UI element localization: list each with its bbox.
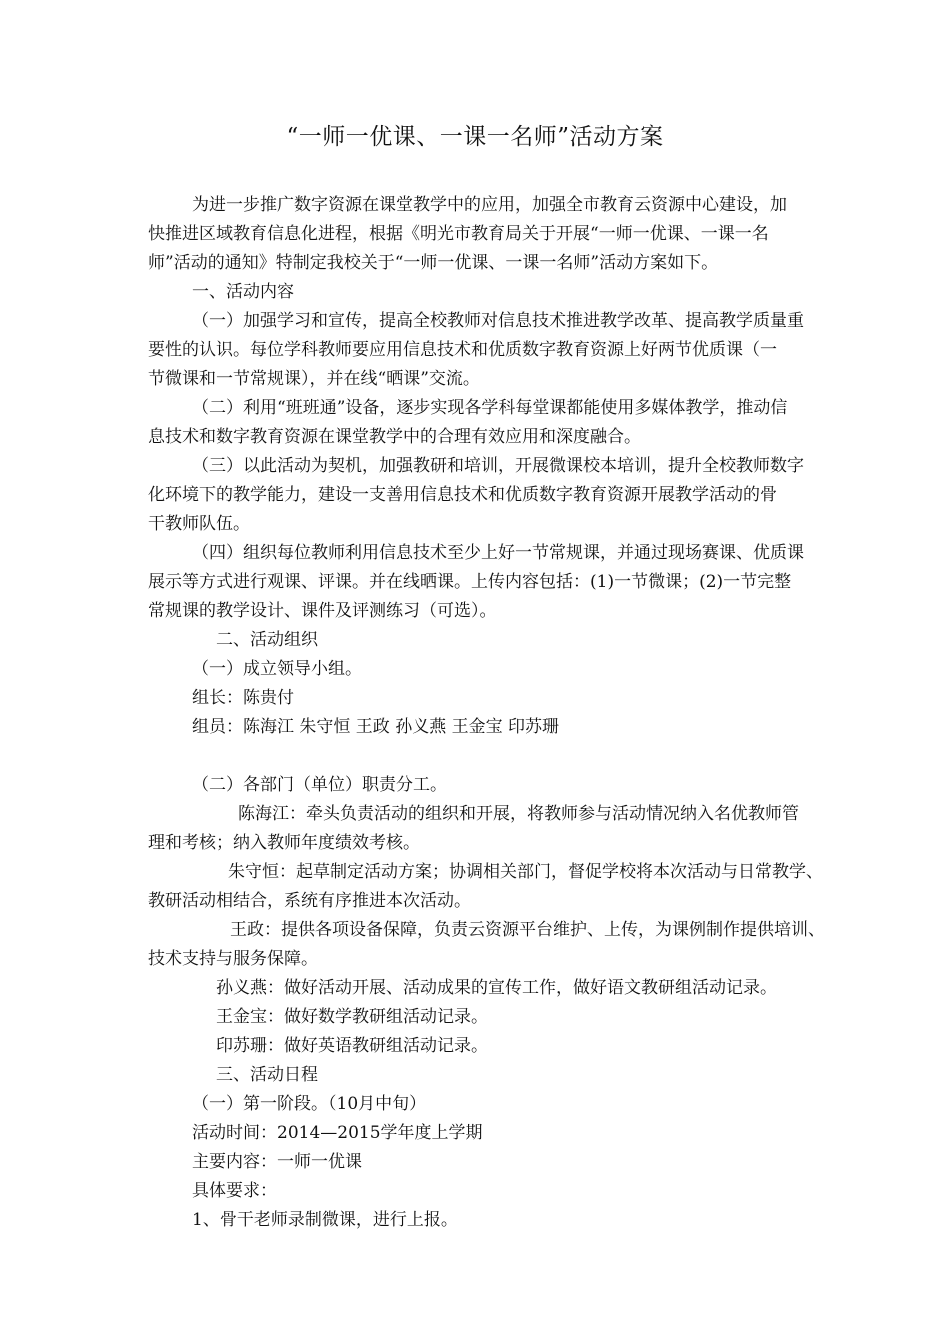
body-line: 组员：陈海江 朱守恒 王政 孙义燕 王金宝 印苏珊	[192, 717, 560, 737]
body-line: 具体要求：	[192, 1181, 277, 1201]
body-line: 1、骨干老师录制微课，进行上报。	[192, 1210, 458, 1230]
body-line: 活动时间：2014—2015学年度上学期	[192, 1123, 483, 1143]
body-line: 理和考核；纳入教师年度绩效考核。	[148, 833, 420, 853]
body-line: 孙义燕：做好活动开展、活动成果的宣传工作，做好语文教研组活动记录。	[216, 978, 777, 998]
body-line: （一）成立领导小组。	[192, 659, 362, 679]
body-line: （一）加强学习和宣传，提高全校教师对信息技术推进教学改革、提高教学质量重	[192, 311, 804, 331]
body-line: 教研活动相结合，系统有序推进本次活动。	[148, 891, 471, 911]
body-line: （一）第一阶段。（10月中旬）	[192, 1094, 427, 1114]
body-line: 化环境下的教学能力，建设一支善用信息技术和优质数字教育资源开展教学活动的骨	[148, 485, 777, 505]
body-line: 印苏珊：做好英语教研组活动记录。	[216, 1036, 488, 1056]
body-line: （四）组织每位教师利用信息技术至少上好一节常规课，并通过现场赛课、优质课	[192, 543, 804, 563]
body-line: 展示等方式进行观课、评课。并在线晒课。上传内容包括：(1)一节微课；(2)一节完整	[148, 572, 792, 592]
body-line: 组长：陈贵付	[192, 688, 294, 708]
section-heading: 三、活动日程	[216, 1065, 318, 1085]
body-line: 息技术和数字教育资源在课堂教学中的合理有效应用和深度融合。	[148, 427, 641, 447]
body-line: 常规课的教学设计、课件及评测练习（可选）。	[148, 601, 497, 621]
body-line: 技术支持与服务保障。	[148, 949, 318, 969]
body-line: （二）利用“班班通”设备，逐步实现各学科每堂课都能使用多媒体教学，推动信	[192, 398, 788, 418]
body-line: 干教师队伍。	[148, 514, 250, 534]
body-line: 快推进区域教育信息化进程，根据《明光市教育局关于开展“一师一优课、一课一名	[148, 224, 769, 244]
section-heading: 一、活动内容	[192, 282, 294, 302]
body-line: （二）各部门（单位）职责分工。	[192, 775, 447, 795]
body-line: 朱守恒：起草制定活动方案；协调相关部门，督促学校将本次活动与日常教学、	[228, 862, 823, 882]
body-line: 要性的认识。每位学科教师要应用信息技术和优质数字教育资源上好两节优质课（一	[148, 340, 777, 360]
section-heading: 二、活动组织	[216, 630, 318, 650]
body-line: 节微课和一节常规课），并在线“晒课”交流。	[148, 369, 480, 389]
document-title: “一师一优课、一课一名师”活动方案	[286, 124, 664, 150]
body-line: 为进一步推广数字资源在课堂教学中的应用，加强全市教育云资源中心建设，加	[192, 195, 787, 215]
body-line: （三）以此活动为契机，加强教研和培训，开展微课校本培训，提升全校教师数字	[192, 456, 804, 476]
body-line: 陈海江：牵头负责活动的组织和开展，将教师参与活动情况纳入名优教师管	[238, 804, 799, 824]
body-line: 师”活动的通知》特制定我校关于“一师一优课、一课一名师”活动方案如下。	[148, 253, 719, 273]
body-line: 主要内容：一师一优课	[192, 1152, 362, 1172]
body-line: 王政：提供各项设备保障，负责云资源平台维护、上传，为课例制作提供培训、	[230, 920, 825, 940]
body-line: 王金宝：做好数学教研组活动记录。	[216, 1007, 488, 1027]
